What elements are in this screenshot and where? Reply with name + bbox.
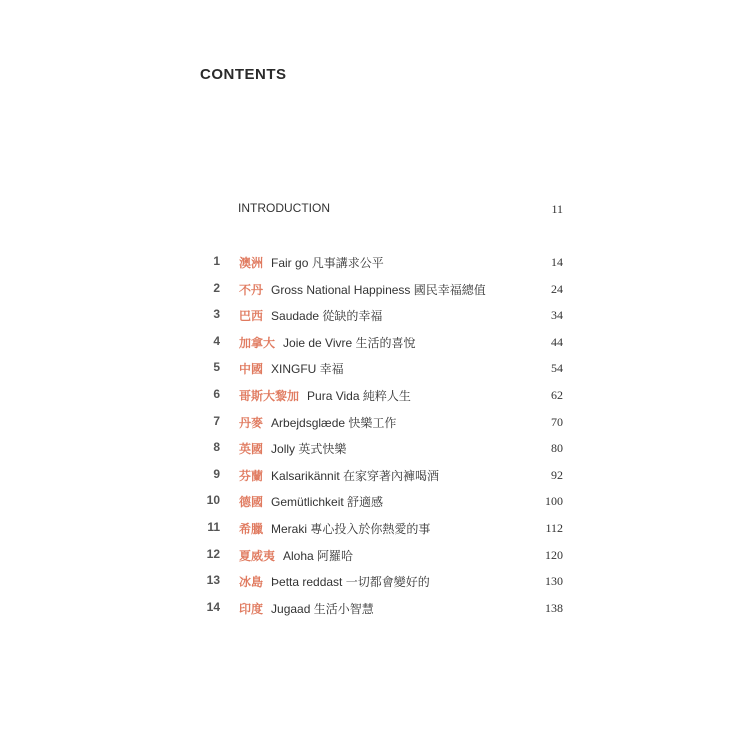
chapter-number: 13 — [206, 573, 220, 588]
chapter-number: 1 — [213, 254, 220, 268]
topic-name: Pura Vida 純粹人生 — [307, 388, 411, 403]
country-name: 不丹 — [239, 282, 264, 297]
topic-name: Saudade 從缺的幸福 — [271, 309, 383, 324]
country-name: 希臘 — [239, 521, 264, 536]
country-name: 巴西 — [239, 309, 264, 324]
page-title: CONTENTS — [200, 66, 287, 83]
topic-name: Meraki 專心投入於你熱愛的事 — [271, 521, 431, 536]
chapter-title — [239, 547, 353, 564]
introduction-page-number: 11 — [551, 202, 563, 216]
chapter-page-number: 34 — [551, 308, 563, 323]
topic-name: Arbejdsglæde 快樂工作 — [271, 415, 397, 430]
chapter-title — [239, 281, 486, 298]
topic-name: Gemütlichkeit 舒適感 — [271, 495, 384, 510]
topic-name: Þetta reddast 一切都會變好的 — [271, 575, 430, 590]
chapter-number: 14 — [206, 599, 220, 614]
toc-row[interactable] — [200, 281, 563, 308]
toc-row[interactable] — [200, 307, 563, 334]
chapter-title — [239, 387, 411, 404]
toc-row[interactable] — [200, 493, 563, 520]
chapter-number: 5 — [213, 360, 220, 375]
country-name: 德國 — [239, 495, 264, 510]
chapter-title — [239, 467, 439, 484]
toc-row[interactable] — [200, 254, 563, 281]
country-name: 英國 — [239, 442, 264, 457]
chapter-title — [239, 520, 430, 537]
country-name: 哥斯大黎加 — [239, 388, 300, 403]
country-name: 中國 — [239, 362, 264, 377]
chapter-number: 11 — [207, 519, 220, 534]
chapter-number: 3 — [213, 307, 220, 322]
chapter-page-number: 14 — [551, 255, 563, 269]
chapter-title — [239, 600, 374, 617]
toc-row[interactable] — [200, 387, 563, 414]
chapter-title — [239, 493, 383, 510]
chapter-page-number: 80 — [551, 441, 563, 456]
topic-name: Jugaad 生活小智慧 — [271, 601, 374, 616]
toc-row[interactable] — [200, 414, 563, 441]
chapter-number: 12 — [206, 546, 220, 561]
topic-name: Joie de Vivre 生活的喜悅 — [283, 335, 416, 350]
country-name: 冰島 — [239, 575, 264, 590]
chapter-number: 2 — [213, 280, 220, 295]
chapter-page-number: 44 — [551, 334, 563, 349]
chapter-title — [239, 573, 430, 590]
country-name: 加拿大 — [239, 335, 276, 350]
topic-name: Jolly 英式快樂 — [271, 442, 347, 457]
toc-row[interactable] — [200, 334, 563, 361]
topic-name: Gross National Happiness 國民幸福總值 — [271, 282, 486, 297]
toc-row[interactable] — [200, 547, 563, 574]
chapter-number: 10 — [206, 493, 220, 508]
country-name: 夏威夷 — [239, 548, 276, 563]
chapter-title — [239, 334, 416, 351]
topic-name: Aloha 阿羅哈 — [283, 548, 354, 563]
country-name: 丹麥 — [239, 415, 264, 430]
chapter-page-number: 70 — [551, 414, 563, 429]
chapter-page-number: 120 — [545, 547, 563, 562]
toc-row[interactable] — [200, 467, 563, 494]
country-name: 印度 — [239, 601, 264, 616]
chapter-title — [239, 360, 344, 377]
chapter-page-number: 112 — [545, 520, 563, 535]
chapter-page-number: 100 — [545, 494, 563, 509]
country-name: 澳洲 — [239, 256, 264, 270]
toc-row[interactable] — [200, 573, 563, 600]
chapter-number: 6 — [213, 386, 220, 401]
introduction-label: INTRODUCTION — [238, 201, 330, 215]
toc-introduction-row[interactable] — [238, 201, 563, 217]
chapter-page-number: 24 — [551, 281, 563, 296]
toc-row[interactable] — [200, 600, 563, 627]
topic-name: XINGFU 幸福 — [271, 362, 344, 377]
topic-name: Fair go 凡事講求公平 — [271, 256, 384, 270]
chapter-title — [239, 414, 396, 431]
toc-row[interactable] — [200, 520, 563, 547]
chapter-title — [239, 254, 384, 271]
chapter-number: 9 — [213, 466, 220, 481]
chapter-page-number: 92 — [551, 467, 563, 482]
chapter-number: 8 — [213, 440, 220, 455]
toc-list — [200, 254, 563, 626]
chapter-page-number: 54 — [551, 361, 563, 376]
chapter-title — [239, 440, 346, 457]
chapter-number: 4 — [213, 333, 220, 348]
chapter-number: 7 — [213, 413, 220, 428]
toc-row[interactable] — [200, 360, 563, 387]
chapter-page-number: 130 — [545, 574, 563, 589]
chapter-title — [239, 307, 382, 324]
toc-row[interactable] — [200, 440, 563, 467]
topic-name: Kalsarikännit 在家穿著內褲喝酒 — [271, 468, 440, 483]
chapter-page-number: 62 — [551, 387, 563, 402]
country-name: 芬蘭 — [239, 468, 264, 483]
chapter-page-number: 138 — [545, 600, 563, 615]
